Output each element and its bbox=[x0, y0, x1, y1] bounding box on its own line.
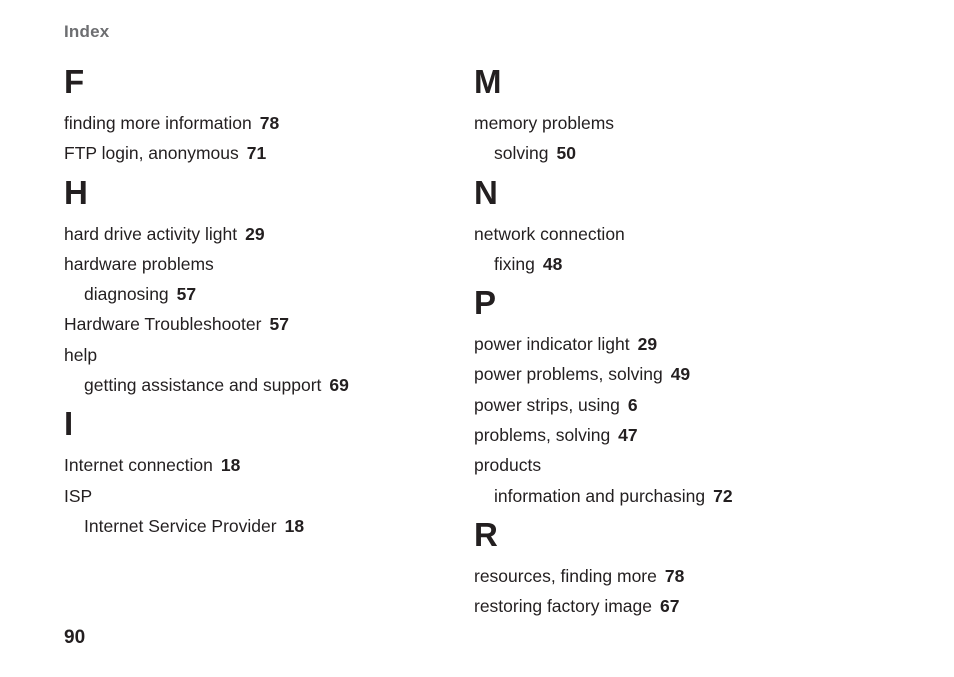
section-letter: F bbox=[64, 63, 85, 100]
index-section-p bbox=[474, 283, 874, 511]
index-entry bbox=[64, 481, 464, 511]
index-subentry bbox=[474, 138, 874, 168]
index-entry bbox=[474, 359, 874, 389]
index-page-ref: 6 bbox=[627, 394, 638, 415]
index-subentry bbox=[64, 370, 464, 400]
section-letter: R bbox=[474, 515, 498, 553]
section-letter: I bbox=[64, 405, 74, 443]
index-page-ref: 67 bbox=[660, 596, 680, 617]
index-entry bbox=[64, 450, 464, 480]
index-term: hard drive activity light bbox=[64, 223, 238, 244]
index-entry bbox=[64, 249, 464, 279]
index-term: problems, solving bbox=[474, 425, 611, 446]
section-letter: M bbox=[474, 63, 502, 100]
page-number: 90 bbox=[64, 627, 86, 648]
index-subentry bbox=[64, 279, 464, 309]
index-page-ref: 49 bbox=[670, 364, 691, 385]
index-term: hardware problems bbox=[64, 253, 214, 274]
index-entry bbox=[474, 219, 874, 249]
index-entry bbox=[474, 591, 874, 621]
index-page-ref: 78 bbox=[259, 113, 280, 133]
index-entry bbox=[64, 309, 464, 339]
index-page-ref: 57 bbox=[176, 284, 197, 305]
index-section-n bbox=[474, 173, 874, 280]
index-subentry bbox=[474, 249, 874, 279]
index-page-ref: 50 bbox=[556, 143, 576, 164]
index-entry bbox=[64, 108, 464, 138]
section-letter: N bbox=[474, 173, 498, 211]
index-term: ISP bbox=[64, 485, 93, 506]
index-term: products bbox=[474, 455, 542, 476]
index-page-ref: 72 bbox=[713, 485, 733, 506]
index-entry bbox=[474, 390, 874, 420]
index-column-right bbox=[474, 62, 874, 626]
index-term: solving bbox=[494, 143, 549, 164]
section-letter: H bbox=[64, 173, 88, 211]
index-term: Internet connection bbox=[64, 455, 213, 476]
index-page-ref: 78 bbox=[664, 565, 685, 586]
index-entry bbox=[474, 561, 874, 591]
index-term: getting assistance and support bbox=[84, 375, 322, 396]
index-term: power problems, solving bbox=[474, 364, 663, 385]
index-page-ref: 29 bbox=[245, 223, 265, 244]
index-page-ref: 71 bbox=[246, 143, 267, 164]
index-entry bbox=[64, 219, 464, 249]
index-page-ref: 48 bbox=[542, 253, 563, 274]
index-page-ref: 57 bbox=[269, 314, 289, 335]
index-term: finding more information bbox=[64, 113, 252, 133]
index-entry bbox=[474, 450, 874, 480]
index-term: power indicator light bbox=[474, 334, 630, 355]
index-section-r bbox=[474, 515, 874, 622]
index-section-f bbox=[64, 62, 464, 169]
index-term: restoring factory image bbox=[474, 596, 652, 617]
running-header: Index bbox=[64, 22, 110, 41]
section-letter: P bbox=[474, 284, 497, 322]
index-entry bbox=[474, 108, 874, 138]
index-term: resources, finding more bbox=[474, 565, 657, 586]
index-section-m bbox=[474, 62, 874, 169]
index-entry bbox=[474, 329, 874, 359]
index-column-left bbox=[64, 62, 464, 545]
index-page-ref: 47 bbox=[618, 425, 638, 446]
index-term: power strips, using bbox=[474, 394, 620, 415]
index-section-h bbox=[64, 173, 464, 401]
index-entry bbox=[64, 138, 464, 168]
index-term: fixing bbox=[494, 253, 535, 274]
index-page-ref: 18 bbox=[284, 515, 305, 536]
index-term: diagnosing bbox=[84, 284, 169, 305]
index-term: information and purchasing bbox=[494, 485, 706, 506]
index-term: Hardware Troubleshooter bbox=[64, 314, 262, 335]
index-page-ref: 18 bbox=[220, 455, 241, 476]
index-term: FTP login, anonymous bbox=[64, 143, 239, 164]
index-subentry bbox=[64, 511, 464, 541]
index-page-ref: 29 bbox=[637, 334, 658, 355]
index-term: help bbox=[64, 344, 98, 365]
index-term: Internet Service Provider bbox=[84, 515, 277, 536]
index-term: network connection bbox=[474, 223, 625, 244]
index-subentry bbox=[474, 481, 874, 511]
index-page-ref: 69 bbox=[329, 375, 349, 396]
index-entry bbox=[474, 420, 874, 450]
index-term: memory problems bbox=[474, 113, 615, 133]
index-section-i bbox=[64, 404, 464, 541]
index-entry bbox=[64, 340, 464, 370]
